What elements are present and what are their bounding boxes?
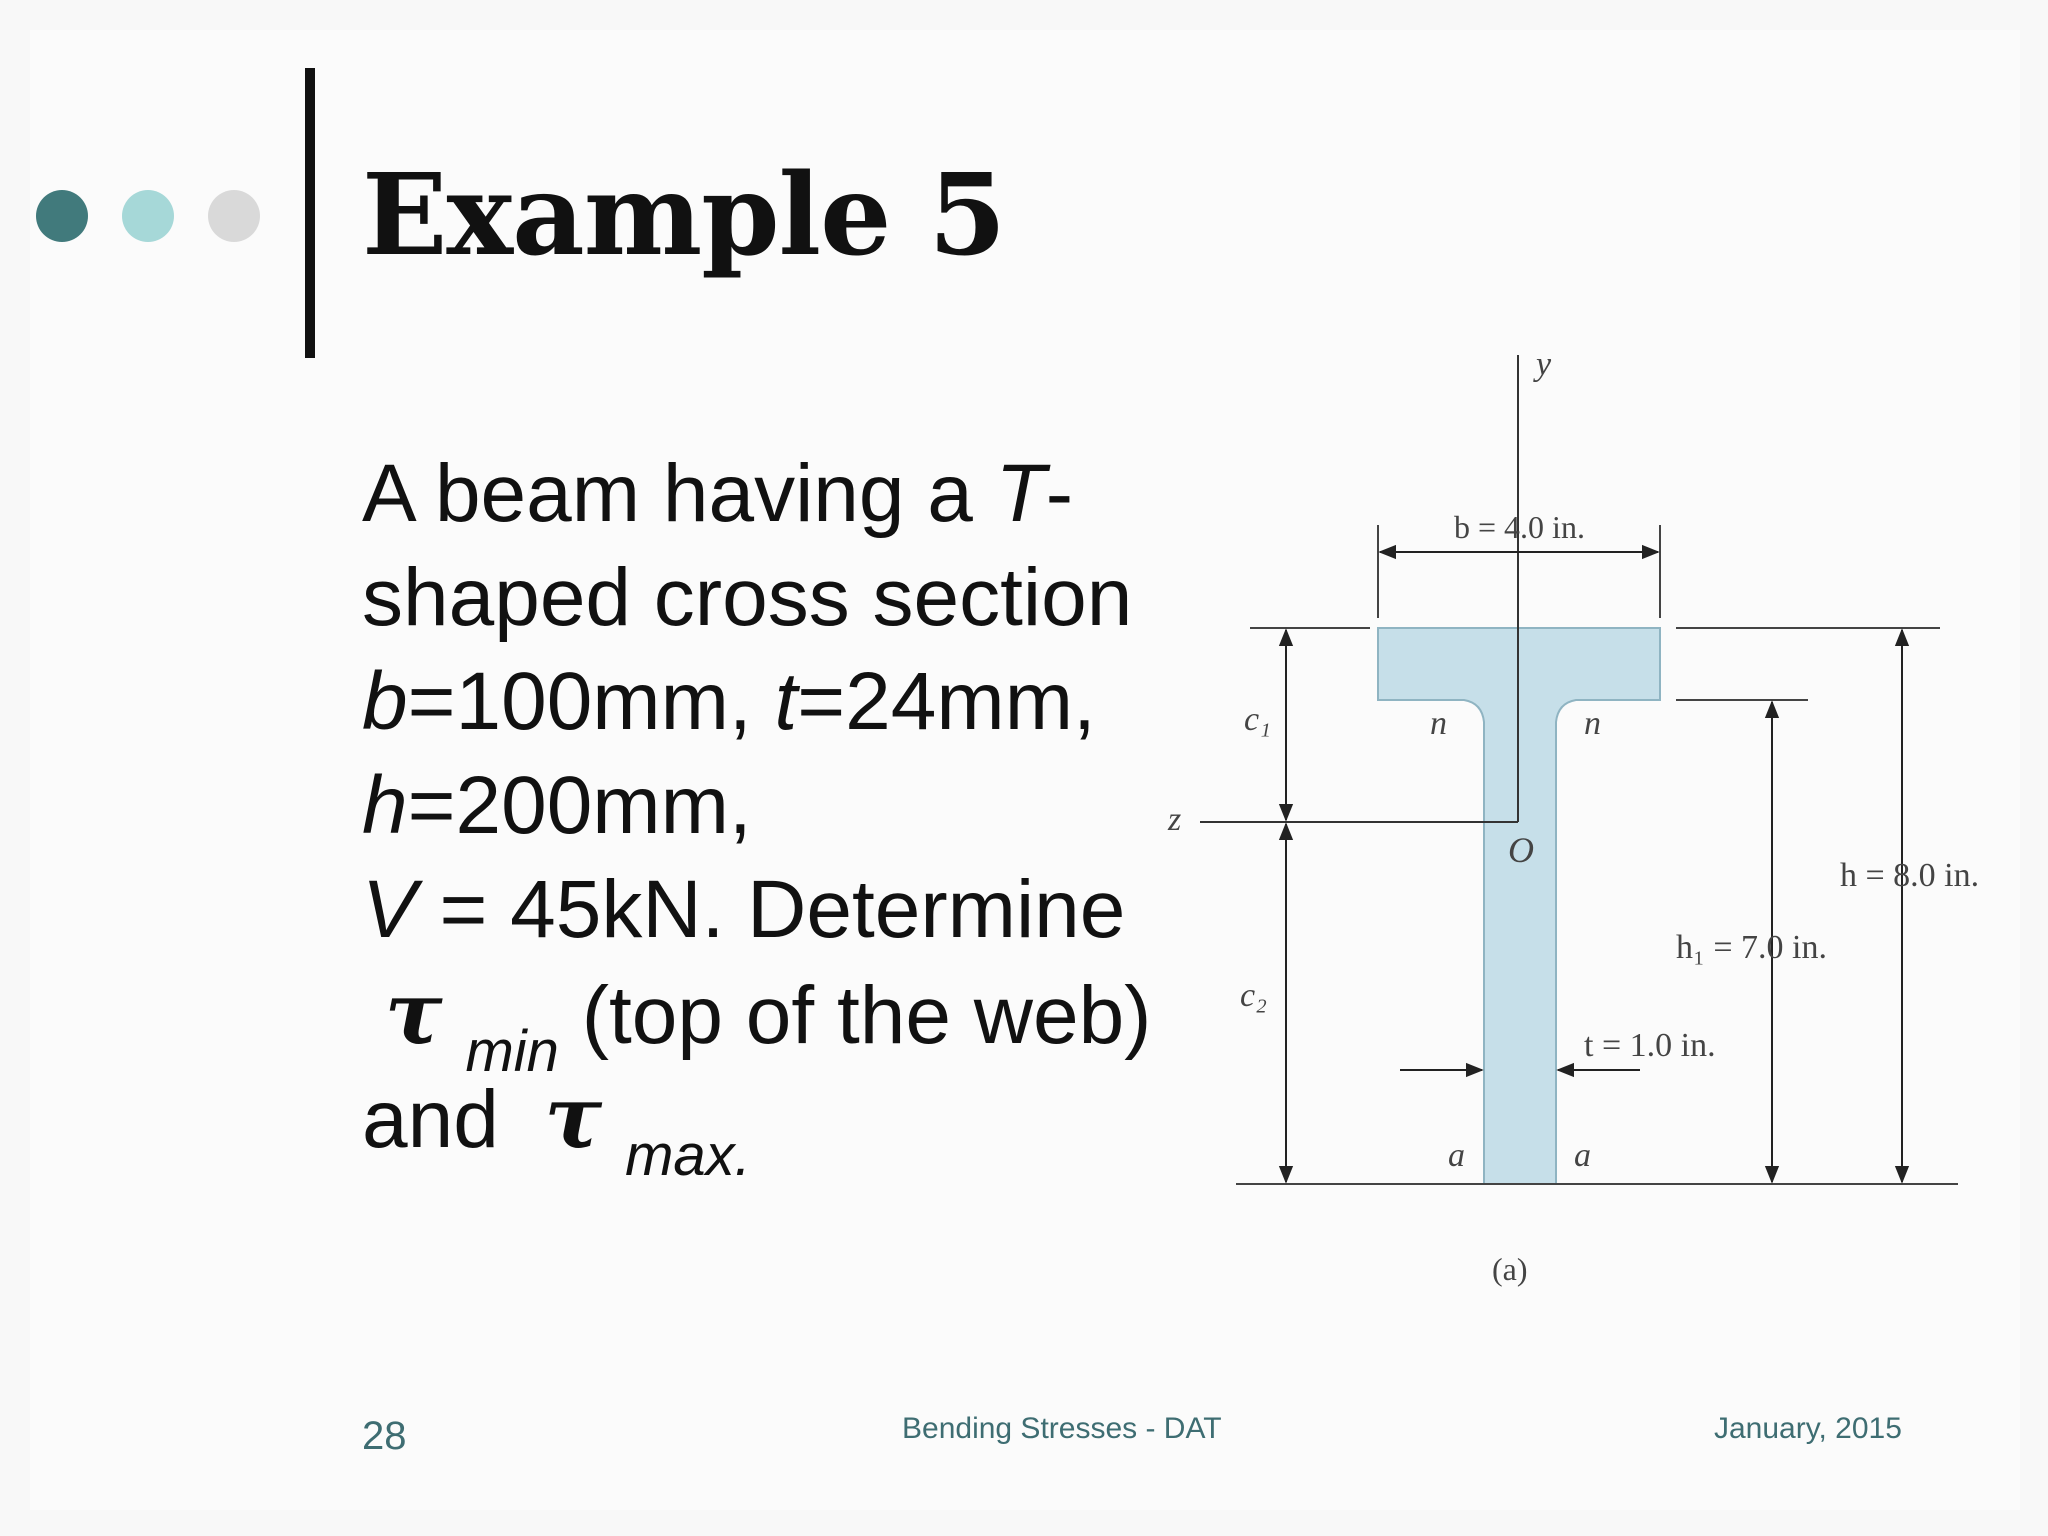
text: (top of the web): [558, 970, 1152, 1061]
page-number: 28: [362, 1414, 407, 1458]
subscript-max: max: [625, 1123, 735, 1188]
y-axis-label: y: [1536, 346, 1552, 383]
var-T: T: [995, 448, 1046, 539]
a-left-label: a: [1448, 1137, 1465, 1174]
c1-label: c₁: [1244, 701, 1271, 738]
subscript-min: min: [465, 1019, 559, 1084]
var-h: h: [362, 760, 408, 851]
a-right-label: a: [1574, 1137, 1591, 1174]
footer-center: Bending Stresses - DAT: [902, 1412, 1222, 1445]
n-left-label: n: [1430, 705, 1447, 742]
dim-h-label: h = 8.0 in.: [1840, 857, 1980, 894]
var-b: b: [362, 656, 408, 747]
n-right-label: n: [1584, 705, 1601, 742]
text: =200mm,: [407, 760, 752, 851]
z-axis-label: z: [1168, 801, 1182, 838]
var-t: t: [774, 656, 798, 747]
dim-t-label: t = 1.0 in.: [1584, 1027, 1716, 1064]
text: =24mm,: [797, 656, 1096, 747]
tau-symbol: τ: [544, 1067, 603, 1168]
slide-title: Example 5: [362, 150, 1006, 281]
dim-b-label: b = 4.0 in.: [1454, 509, 1585, 545]
c2-label: c₂: [1240, 977, 1267, 1014]
dim-h1-label: h₁ = 7.0 in.: [1676, 929, 1827, 966]
origin-label: O: [1508, 830, 1534, 870]
text: =100mm,: [407, 656, 775, 747]
tau-symbol: τ: [384, 963, 443, 1064]
figure-caption: (a): [1492, 1251, 1528, 1287]
text: A beam having a: [362, 448, 996, 539]
footer-date: January, 2015: [1714, 1412, 1902, 1445]
var-V: V: [362, 864, 417, 955]
text: = 45kN. Determine: [416, 864, 1126, 955]
text: and: [362, 1074, 522, 1165]
text: -: [1045, 448, 1074, 539]
statement-line-2: shaped cross section: [362, 552, 1133, 643]
period: .: [734, 1123, 751, 1188]
